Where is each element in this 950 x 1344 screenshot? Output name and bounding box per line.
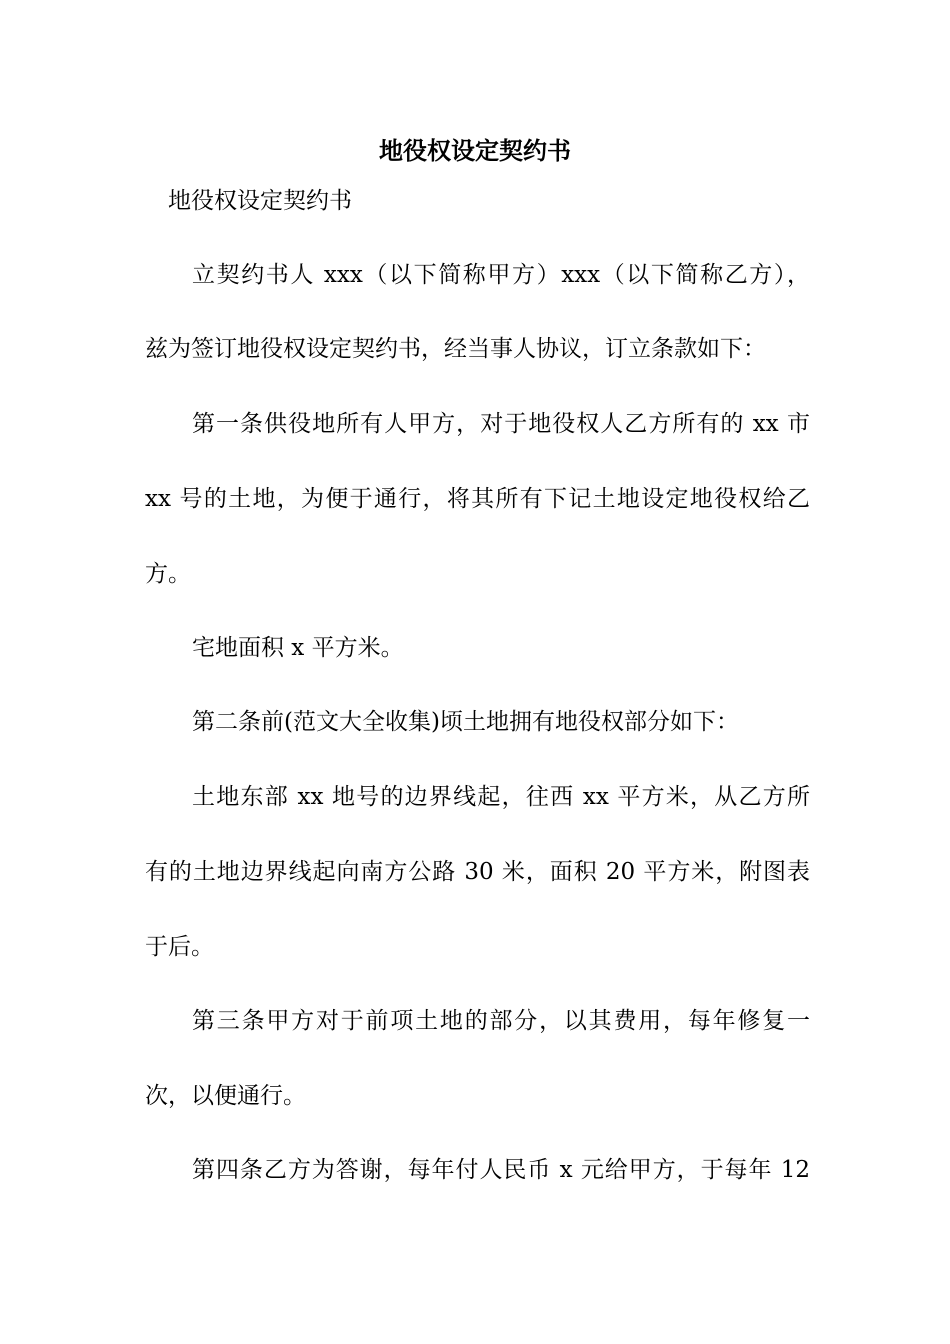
- paragraph-line: xx 号的土地，为便于通行，将其所有下记土地设定地役权给乙: [145, 486, 810, 512]
- paragraph-line: 第二条前(范文大全收集)顷土地拥有地役权部分如下：: [192, 709, 739, 735]
- paragraph-line: 方。: [145, 561, 191, 587]
- paragraph-line: 于后。: [145, 934, 214, 960]
- paragraph-line: 兹为签订地役权设定契约书，经当事人协议，订立条款如下：: [145, 336, 766, 362]
- paragraph-line: 有的土地边界线起向南方公路 30 米，面积 20 平方米，附图表: [145, 859, 810, 885]
- document-title: 地役权设定契约书: [379, 136, 571, 165]
- paragraph-line: 第一条供役地所有人甲方，对于地役权人乙方所有的 xx 市: [192, 411, 810, 437]
- paragraph-line: 第四条乙方为答谢，每年付人民币 x 元给甲方，于每年 12: [192, 1157, 810, 1183]
- paragraph-line: 第三条甲方对于前项土地的部分，以其费用，每年修复一: [192, 1008, 810, 1034]
- paragraph-line: 宅地面积 x 平方米。: [192, 635, 404, 661]
- paragraph-line: 次，以便通行。: [145, 1083, 306, 1109]
- paragraph-line: 土地东部 xx 地号的边界线起，往西 xx 平方米，从乙方所: [192, 784, 810, 810]
- document-subtitle: 地役权设定契约书: [168, 188, 352, 214]
- paragraph-line: 立契约书人 xxx（以下简称甲方）xxx（以下简称乙方），: [192, 262, 810, 288]
